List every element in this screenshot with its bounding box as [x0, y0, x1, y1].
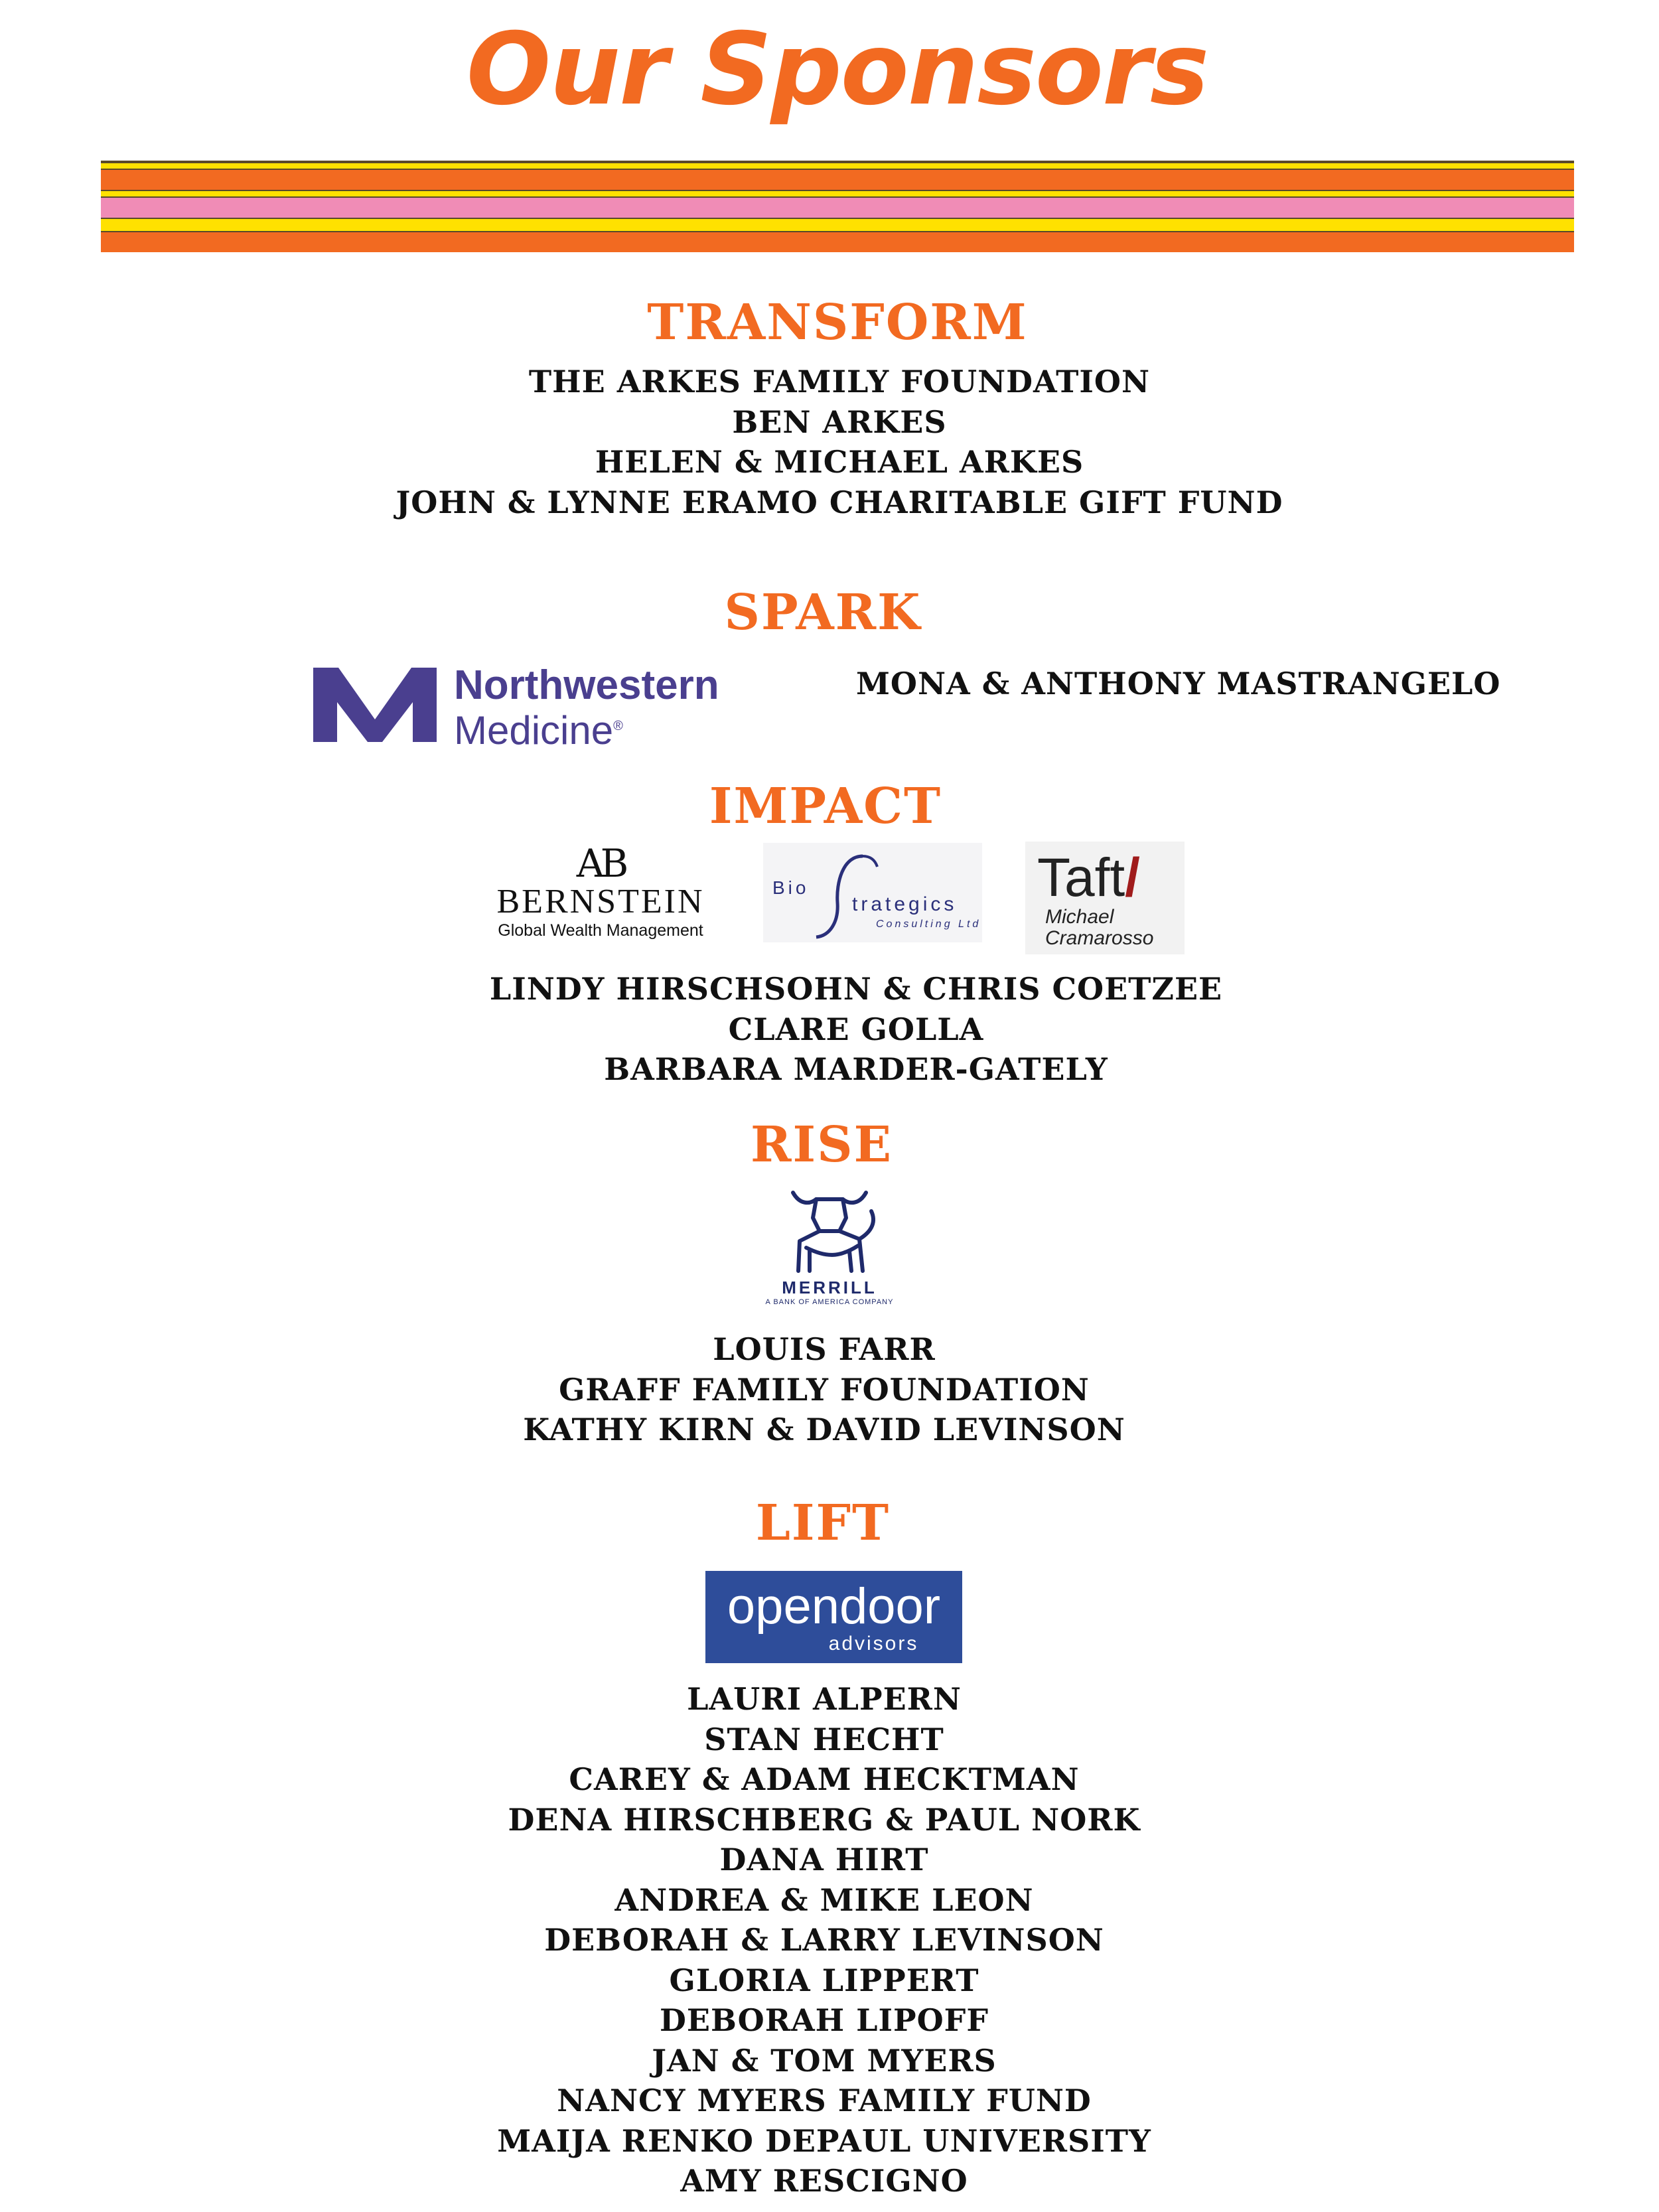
sponsor-name: STAN HECHT [704, 1721, 944, 1757]
sponsor-name: DEBORAH & LARRY LEVINSON [544, 1922, 1104, 1958]
spark-sponsor-list [856, 664, 1501, 704]
tier-heading-impact: IMPACT [709, 778, 942, 835]
sponsor-name: ANDREA & MIKE LEON [614, 1881, 1034, 1918]
northwestern-wordmark: Northwestern [454, 662, 719, 708]
retro-stripes [101, 161, 1574, 252]
rise-sponsor-list [0, 1329, 1654, 1450]
tier-heading-lift: LIFT [755, 1495, 891, 1552]
bernstein-tagline: Global Wealth Management [498, 921, 703, 940]
ab-monogram-icon: AB [576, 841, 625, 886]
sponsor-name: GRAFF FAMILY FOUNDATION [559, 1371, 1090, 1408]
page-title: Our Sponsors [466, 12, 1208, 127]
northwestern-medicine-logo [313, 662, 791, 753]
opendoor-wordmark: opendoor [727, 1578, 941, 1635]
sponsor-name: GLORIA LIPPERT [669, 1962, 979, 1998]
impact-sponsor-list [27, 969, 1659, 1090]
tier-heading-spark: SPARK [724, 584, 922, 641]
sponsor-name: THE ARKES FAMILY FOUNDATION [528, 364, 1151, 400]
taft-wordmark [1037, 848, 1140, 908]
taft-logo [1025, 842, 1185, 954]
bernstein-wordmark: BERNSTEIN [496, 883, 705, 921]
sponsor-name: MAIJA RENKO DEPAUL UNIVERSITY [497, 2122, 1151, 2159]
bio-prefix: Bio [772, 877, 810, 898]
bernstein-logo [484, 843, 717, 956]
transform-sponsor-list [10, 362, 1659, 522]
sponsor-name: BARBARA MARDER-GATELY [604, 1051, 1108, 1087]
medicine-wordmark [454, 705, 623, 752]
biostrategics-tagline: Consulting Ltd [876, 919, 981, 930]
sponsor-name: DEBORAH LIPOFF [660, 2002, 989, 2038]
taft-contact-last: Cramarosso [1045, 927, 1154, 949]
sponsor-name: LOUIS FARR [713, 1331, 936, 1367]
bull-icon [780, 1185, 879, 1278]
sponsor-name: JAN & TOM MYERS [652, 2042, 997, 2079]
merrill-tagline: A BANK OF AMERICA COMPANY [765, 1298, 894, 1306]
sponsor-name: AMY RESCIGNO [680, 2163, 968, 2199]
lift-sponsor-list [0, 1679, 1654, 2201]
biostrategics-logo [763, 843, 982, 942]
sponsor-name: LINDY HIRSCHSOHN & CHRIS COETZEE [489, 971, 1223, 1007]
sponsor-name: DANA HIRT [719, 1842, 929, 1878]
tier-heading-transform: TRANSFORM [647, 294, 1028, 351]
northwestern-medicine-mark-icon [313, 668, 437, 747]
opendoor-advisors-logo [705, 1571, 962, 1663]
opendoor-tagline: advisors [828, 1633, 919, 1655]
sponsor-name: HELEN & MICHAEL ARKES [595, 444, 1084, 480]
sponsor-name: CAREY & ADAM HECKTMAN [569, 1761, 1080, 1797]
sponsor-name: MONA & ANTHONY MASTRANGELO [856, 666, 1501, 701]
sponsor-name: LAURI ALPERN [687, 1681, 962, 1717]
tier-heading-rise: RISE [751, 1116, 893, 1173]
taft-text: Taft [1037, 848, 1125, 908]
taft-contact-first: Michael [1045, 906, 1114, 928]
registered-mark: ® [613, 719, 623, 733]
merrill-logo [750, 1185, 909, 1317]
biostrategics-wordmark: trategics [852, 893, 958, 915]
sponsor-name: NANCY MYERS FAMILY FUND [557, 2083, 1092, 2118]
sponsor-name: DENA HIRSCHBERG & PAUL NORK [508, 1801, 1141, 1838]
sponsor-name: CLARE GOLLA [728, 1011, 984, 1047]
sponsor-name: KATHY KIRN & DAVID LEVINSON [523, 1412, 1125, 1447]
medicine-text: Medicine [454, 708, 614, 753]
taft-slash-icon: / [1125, 848, 1140, 908]
merrill-wordmark: MERRILL [782, 1278, 877, 1297]
sponsor-name: BEN ARKES [732, 404, 947, 440]
sponsor-name: JOHN & LYNNE ERAMO CHARITABLE GIFT FUND [396, 484, 1283, 520]
